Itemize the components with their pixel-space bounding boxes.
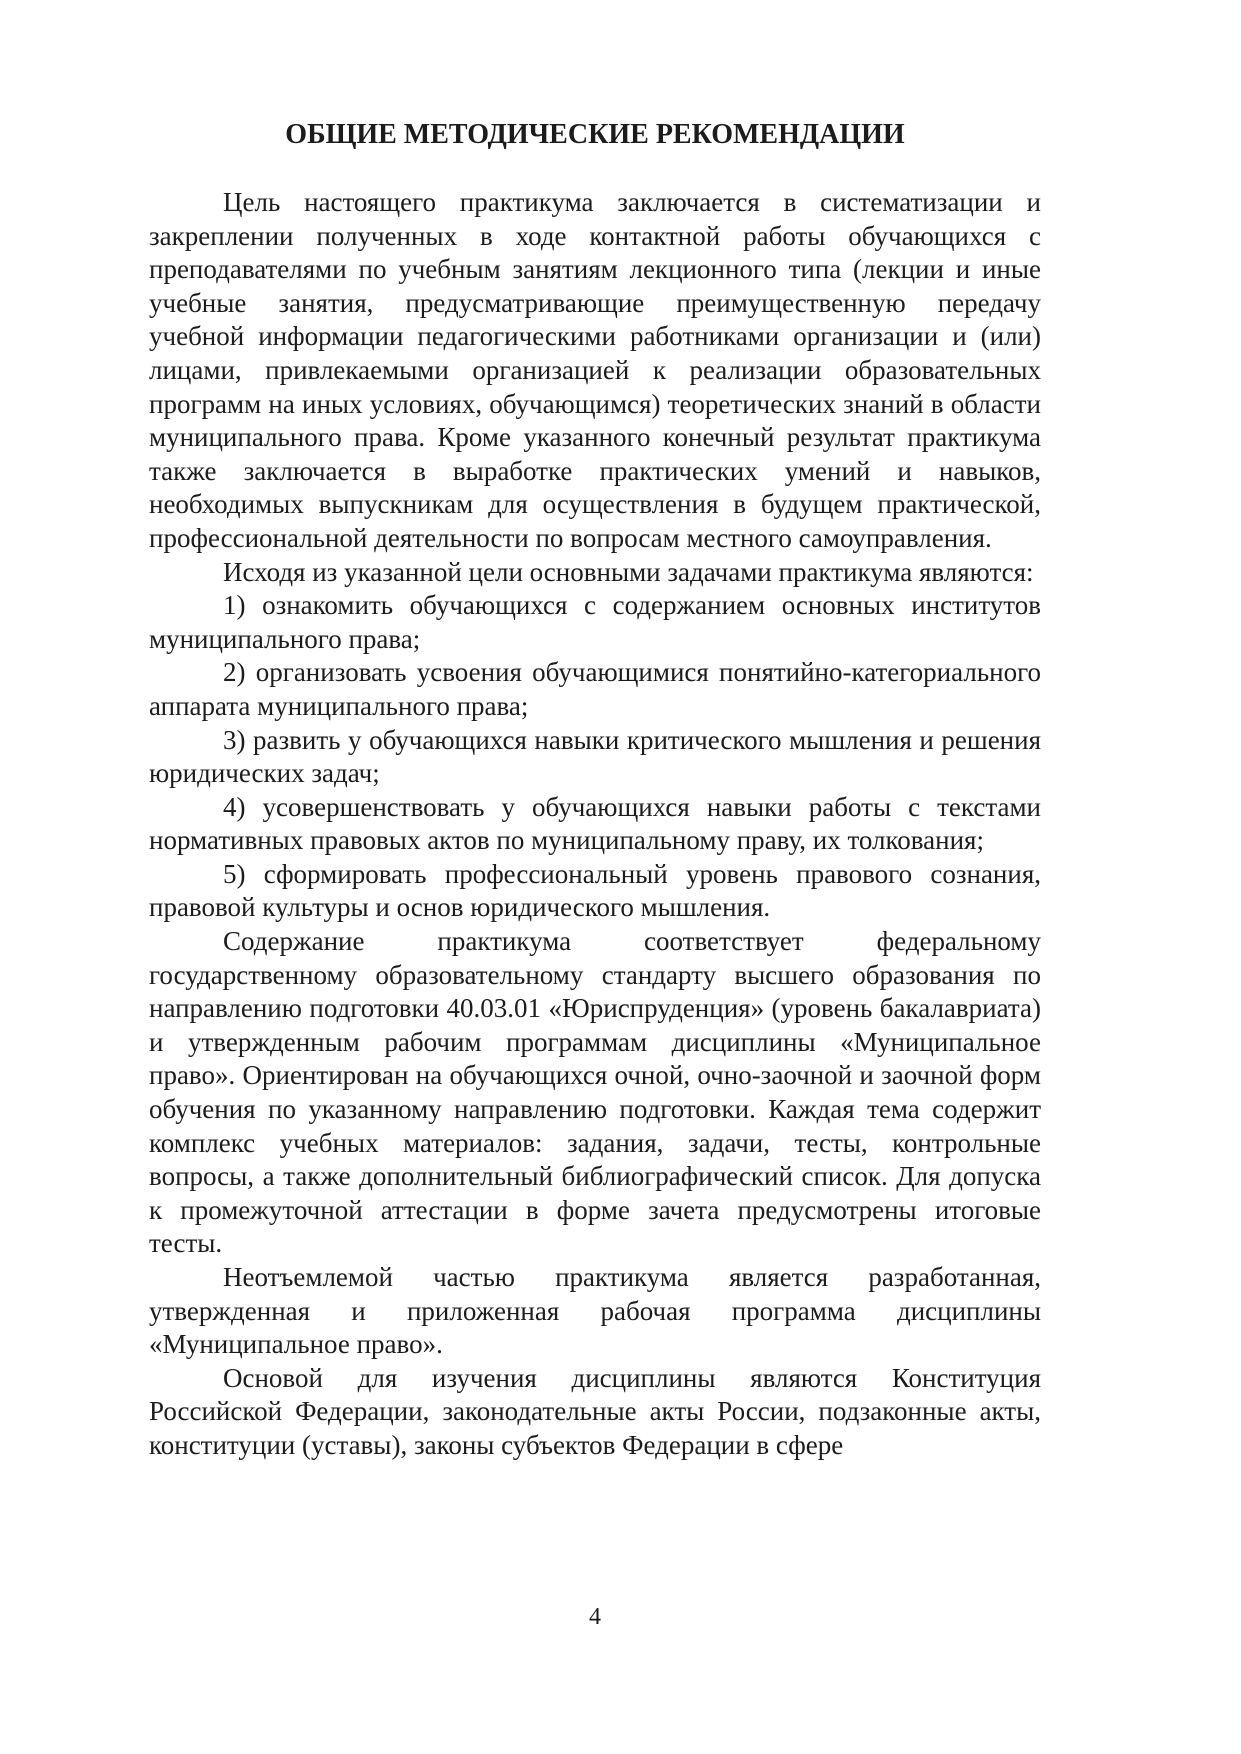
body-text [149,186,1041,1463]
task-item-5: 5) сформировать профессиональный уровень правового сознания, правовой культуры и основ юридического мышления. [149,858,1041,923]
task-item-3: 3) развить у обучающихся навыки критического мышления и решения юридических задач; [149,724,1041,789]
paragraph-basis: Основой для изучения дисциплины являются Конституция Российской Федерации, законодательные акты России, подзаконные акты, конституции (уставы), законы субъектов Федерации в сфере [149,1362,1041,1460]
page-title: ОБЩИЕ МЕТОДИЧЕСКИЕ РЕКОМЕНДАЦИИ [285,119,905,150]
paragraph-content: Содержание практикума соответствует федеральному государственному образовательному стандарту высшего образования по направлению подготовки 40.03.01 «Юриспруденция» (уровень бакалавриата) и утвержденным рабочим программам дисциплины «Муниципальное право». Ориентирован на обучающихся очной, очно-заочной и заочной форм обучения по указанному направлению подготовки. Каждая тема содержит комплекс учебных материалов: задания, задачи, тесты, контрольные вопросы, а также дополнительный библиографический список. Для допуска к промежуточной аттестации в форме зачета предусмотрены итоговые тесты. [149,926,1041,1259]
task-item-4: 4) усовершенствовать у обучающихся навыки работы с текстами нормативных правовых актов по муниципальному праву, их толкования; [149,791,1041,856]
task-item-2: 2) организовать усвоения обучающимися понятийно-категориального аппарата муниципального права; [149,657,1041,721]
paragraph-tasks-intro: Исходя из указанной цели основными задачами практикума являются: [223,556,1034,587]
page-number: 4 [589,1604,601,1630]
task-item-1: 1) ознакомить обучающихся с содержанием основных институтов муниципального права; [149,590,1041,654]
paragraph-purpose: Цель настоящего практикума заключается в систематизации и закреплении полученных в ходе контактной работы обучающихся с преподавателями по учебным занятиям лекционного типа (лекции и иные учебные занятия, предусматривающие преимущественную передачу учебной информации педагогическими работниками организации и (или) лицами, привлекаемыми организацией к реализации образовательных программ на иных условиях, обучающимся) теоретических знаний в области муниципального права. Кроме указанного конечный результат практикума также заключается в выработке практических умений и навыков, необходимых выпускникам для осуществления в будущем практической, профессиональной деятельности по вопросам местного самоуправления. [149,187,1041,553]
paragraph-program: Неотъемлемой частью практикума является разработанная, утвержденная и приложенная рабочая программа дисциплины «Муниципальное право». [149,1262,1041,1360]
